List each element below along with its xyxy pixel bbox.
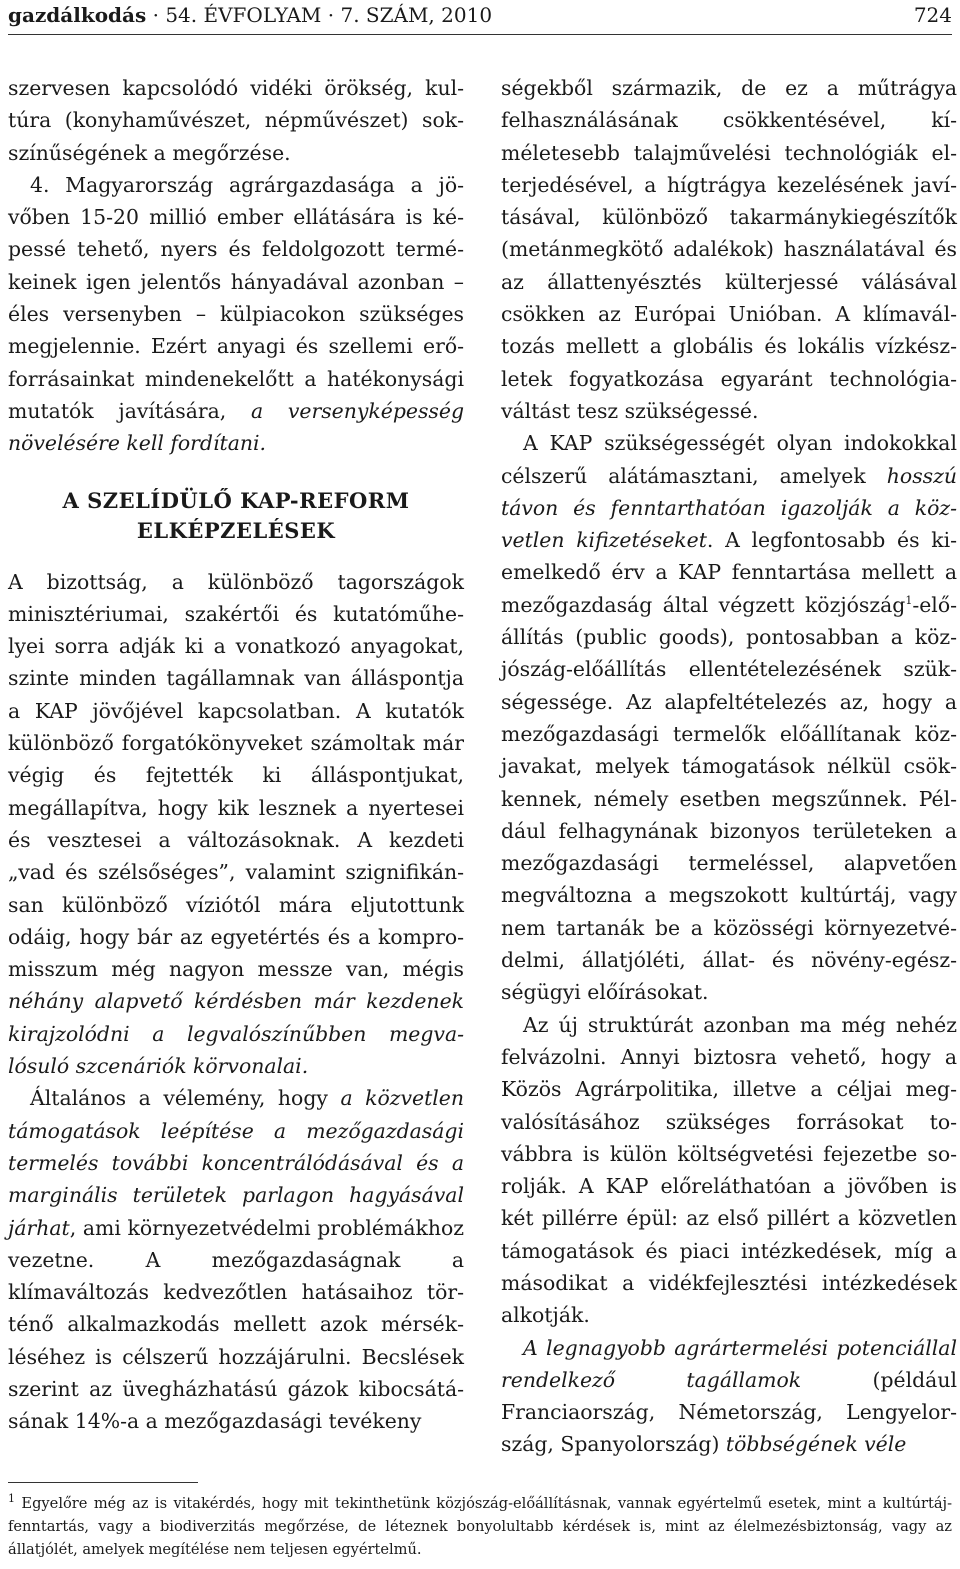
paragraph: 4. Magyarország agrárgazdasága a jövőben 15-20 millió ember ellátására is képessé tehető, nyers és feldolgozott termékeinek igen jelentős hányadával azonban – éles versenyben – külpiacokon szükséges megjelennie. Ezért anyagi és szellemi erőforrásainkat mindenekelőtt a hatékonysági mutatók javítására, a versenyképesség növelésére kell fordítani. [8, 172, 464, 456]
volume-label: ÉVFOLYAM [203, 3, 322, 27]
paragraph: A bizottság, a különböző tagországok minisztériumai, szakértői és kutatóműhelyei sorra adják ki a vonatkozó anyagokat, szinte minden tagállamnak van álláspontja a KAP jövőjével kapcsolatban. A kutatók különböző forgatókönyveket számoltak már végig és fejtették ki álláspontjukat, megállapítva, hogy kik lesznek a nyertesei és vesztesei a változásoknak. A kezdeti „vad és szélsőséges”, valamint szignifikánsan különböző víziótól mára eljutottunk odáig, hogy bár az egyetértés és a kompromisszum még nagyon messze van, mégis néhány alapvető kérdésben már kezdenek kirajzolódni a legvalószínűbben megvalósuló szcenáriók körvonalai. [8, 569, 464, 1079]
issue-label: SZÁM, 2010 [365, 3, 493, 27]
right-column [501, 72, 957, 1461]
paragraph: A KAP szükségességét olyan indokokkal célszerű alátámasztani, amelyek hosszú távon és fenntarthatóan igazolják a közvetlen kifizetéseket. A legfontosabb és kiemelkedő érv a KAP fenntartása mellett a mezőgazdaság által végzett közjószág$^1$-előállítás (public goods), pontosabban a közjószág-előállítás ellentételezésének szükségessége. Az alapfeltételezés az, hogy a mezőgazdasági termelők előállítanak közjavakat, melyek támogatások nélkül csökkennek, némely esetben megszűnnek. Például felhagynának bizonyos területeken a mezőgazdasági termeléssel, alapvetően megváltozna a megszokott kultúrtáj, vagy nem tartanák be a közösségi környezetvédelmi, állatjóléti, állat- és növény-egészségügyi előírásokat. [501, 431, 957, 1005]
paragraph: Az új struktúrát azonban ma még nehéz felvázolni. Annyi biztosra vehető, hogy a Közös Agrárpolitika, illetve a céljai megvalósításához szükséges forrásokat továbbra is külön költségvetési fejezetbe sorolják. A KAP előreláthatóan a jövőben is két pillérre épül: az első pillért a közvetlen támogatások és piaci intézkedések, míg a másodikat a vidékfejlesztési intézkedések alkotják. [501, 1012, 957, 1328]
page-number: 724 [913, 3, 952, 27]
footnote: $^1$ Egyelőre még az is vitakérdés, hogy mit tekinthetünk közjószág-előállításnak, vannak egyértelmű esetek, mint a kultúrtájfenntartás, vagy a biodiverzitás megőrzése, de léteznek bonyolultabb kérdések is, mint az élelmezésbiztonság, vagy az állatjólét, amelyek megítélése nem teljesen egyértelmű. [8, 1492, 952, 1558]
journal-name: gazdálkodás [8, 3, 147, 27]
footnote-marker: 1 [8, 1492, 15, 1506]
paragraph: ségekből származik, de ez a műtrágya felhasználásának csökkentésével, kíméletesebb talajművelési technológiák elterjedésével, a hígtrágya kezelésének javításával, különböző takarmánykiegészítők (metánmegkötő adalékok) használatával és az állattenyésztés külterjessé válásával csökken az Európai Unióban. A klímaváltozás mellett a globális és lokális vízkészletek fogyatkozása egyaránt technológiaváltást tesz szükségessé. [501, 76, 957, 423]
footnote-divider [8, 1482, 198, 1483]
running-header: gazdálkodás · 54. ÉVFOLYAM · 7. SZÁM, 2010 724 [8, 0, 952, 35]
paragraph: A legnagyobb agrártermelési potenciállal rendelkező tagállamok (például Franciaország, Németország, Lengyelország, Spanyolország) többségének véle [501, 1335, 957, 1457]
section-heading: A SZELÍDÜLŐ KAP-REFORM ELKÉPZELÉSEK [62, 487, 410, 543]
paragraph: szervesen kapcsolódó vidéki örökség, kultúra (konyhaművészet, népművészet) sokszínűségének a megőrzése. [8, 76, 464, 165]
footnote-reference[interactable]: 1 [905, 593, 913, 607]
paragraph: Általános a vélemény, hogy a közvetlen támogatások leépítése a mezőgazdasági termelés további koncentrálódásával és a marginális területek parlagon hagyásával járhat, ami környezetvédelmi problémákhoz vezetne. A mezőgazdaságnak a klímaváltozás kedvezőtlen hatásaihoz történő alkalmazkodás mellett azok mérsékléséhez is célszerű hozzájárulni. Becslések szerint az üvegházhatású gázok kibocsátásának 14%-a a mezőgazdasági tevékeny [8, 1086, 465, 1434]
left-column [8, 72, 464, 1438]
